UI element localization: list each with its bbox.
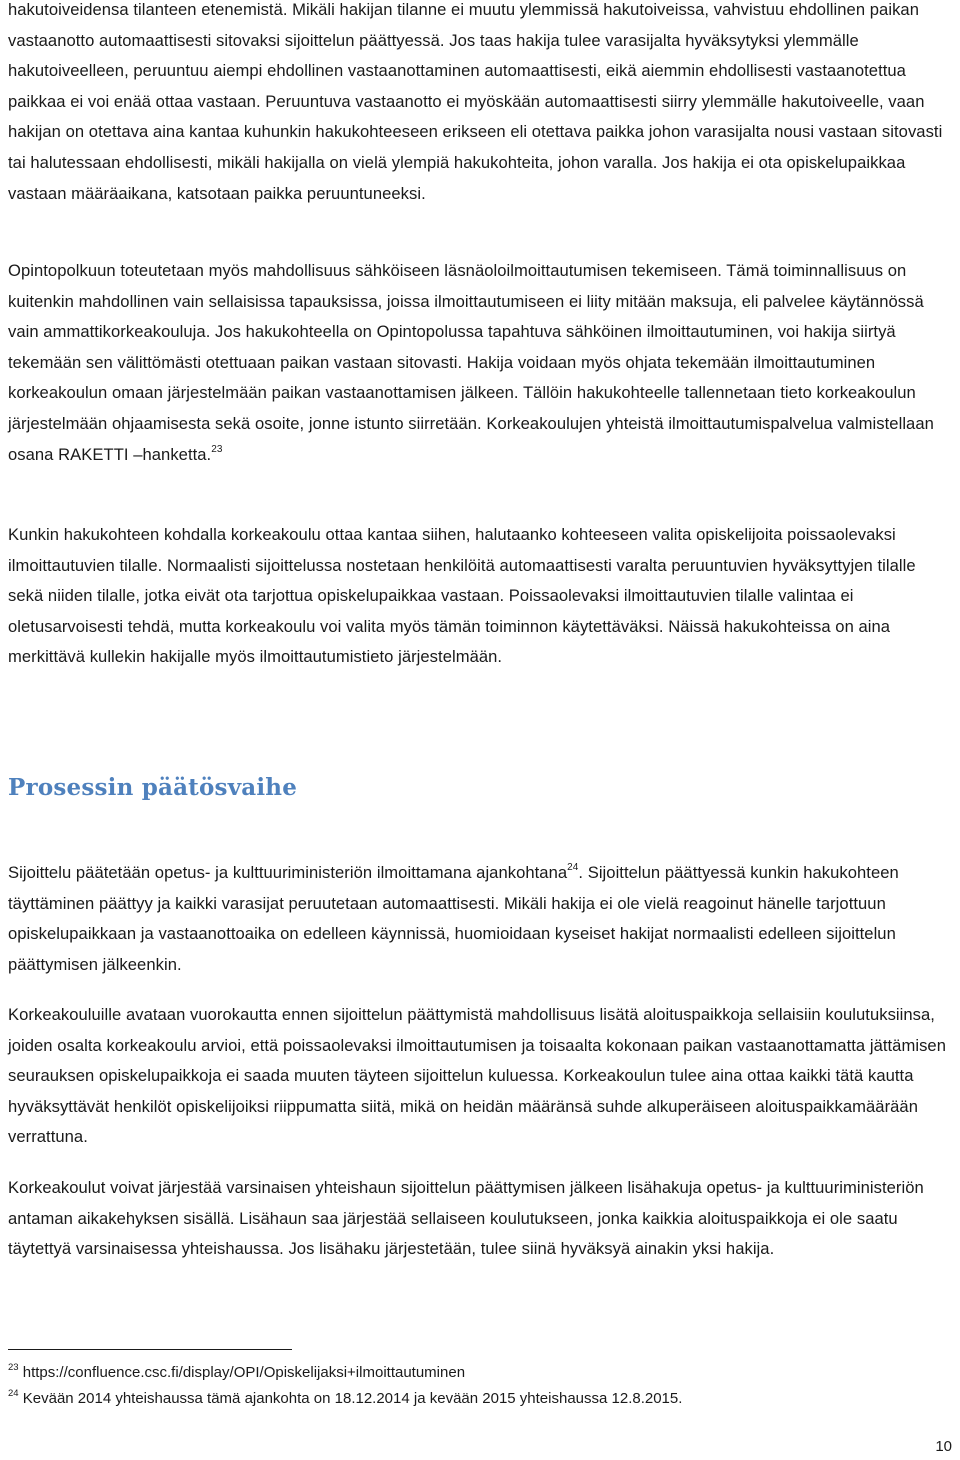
footnote-text: Kevään 2014 yhteishaussa tämä ajankohta on 18.12.2014 ja kevään 2015 yhteishaussa 12.8.2015. xyxy=(22,1390,683,1407)
paragraph-extra-places xyxy=(8,1000,952,1153)
paragraph-text-continued: . Sijoittelun päättyessä kunkin hakukohteen täyttäminen päättyy ja kaikki varasijat peruutetaan automaattisesti. Mikäli hakija ei ole vielä reagoinut hänelle tarjottuun opiskelupaikkaan ja vastaanottoaika on edelleen käynnissä, huomioidaan kyseiset hakijat normaalisti edelleen sijoittelun päättymisen jälkeenkin. xyxy=(8,863,899,974)
paragraph-text: Korkeakouluille avataan vuorokautta ennen sijoittelun päättymistä mahdollisuus lisätä aloituspaikkoja sellaisiin koulutuksiinsa, joiden osalta korkeakoulu arvioi, että poissaolevaksi ilmoittautumisen ja toisaalta kokonaan paikan vastaanottamatta jättämisen seurauksen opiskelupaikkoja ei saada muuten täyteen sijoittelun kuluessa. Korkeakoulun tulee aina ottaa kaikki tätä kautta hyväksyttävät henkilöt opiskelijoiksi riippumatta siitä, mikä on heidän määränsä suhde alkuperäiseen aloituspaikkamäärään verrattuna. xyxy=(8,1005,946,1147)
paragraph-text: Opintopolkuun toteutetaan myös mahdollisuus sähköiseen läsnäoloilmoittautumisen tekemiseen. Tämä toiminnallisuus on kuitenkin mahdollinen vain sellaisissa tapauksissa, joissa ilmoittautumiseen ei liity mitään maksuja, eli palvelee käytännössä vain ammattikorkeakouluja. Jos hakukohteella on Opintopolussa tapahtuva sähköinen ilmoittautuminen, voi hakija siirtyä tekemään sen välittömästi otettuaan paikan vastaan sitovasti. Hakija voidaan myös ohjata tekemään ilmoittautuminen korkeakoulun omaan järjestelmään paikan vastaanottamisen jälkeen. Tällöin hakukohteelle tallennetaan tieto korkeakoulun järjestelmään ohjaamisesta sekä osoite, jonne istunto siirretään. Korkeakoulujen yhteistä ilmoittautumispalvelua valmistellaan osana RAKETTI –hanketta. xyxy=(8,261,934,464)
paragraph-enrollment xyxy=(8,256,952,470)
paragraph-acceptance xyxy=(8,0,952,209)
paragraph-text: Kunkin hakukohteen kohdalla korkeakoulu ottaa kantaa siihen, halutaanko kohteeseen valita opiskelijoita poissaolevaksi ilmoittautuvien tilalle. Normaalisti sijoittelussa nostetaan henkilöitä automaattisesti varalta peruuntuvien hyväksyttyjen tilalle sekä niiden tilalle, jotka eivät ota tarjottua opiskelupaikkaa vastaan. Poissaolevaksi ilmoittautuvien tilalle valintaa ei oletusarvoisesti tehdä, mutta korkeakoulu voi valita myös tämän toiminnon käytettäväksi. Näissä hakukohteissa on aina merkittävä kullekin hakijalle myös ilmoittautumistieto järjestelmään. xyxy=(8,525,916,667)
footnote-separator xyxy=(8,1349,292,1350)
footnote-ref-24[interactable]: 24 xyxy=(567,862,579,873)
footnote-ref-23[interactable]: 23 xyxy=(211,443,223,455)
paragraph-placement-end xyxy=(8,858,952,980)
page-number: 10 xyxy=(935,1438,952,1455)
paragraph-supplementary-search xyxy=(8,1173,952,1265)
footnote-link[interactable]: https://confluence.csc.fi/display/OPI/Opiskelijaksi+ilmoittautuminen xyxy=(22,1364,466,1381)
paragraph-absent-enrollment xyxy=(8,520,952,673)
section-heading: Prosessin päätösvaihe xyxy=(8,774,298,801)
footnotes xyxy=(8,1360,952,1412)
footnote-23 xyxy=(8,1360,952,1386)
footnote-number: 24 xyxy=(8,1388,19,1399)
paragraph-text: Korkeakoulut voivat järjestää varsinaisen yhteishaun sijoittelun päättymisen jälkeen lisähakuja opetus- ja kulttuuriministeriön antaman aikakehyksen sisällä. Lisähaun saa järjestää sellaiseen koulutukseen, jonka kaikkia aloituspaikkoja ei ole saatu täytettyä varsinaisessa yhteishaussa. Jos lisähaku järjestetään, tulee siinä hyväksyä ainakin yksi hakija. xyxy=(8,1178,924,1259)
paragraph-text: hakutoiveidensa tilanteen etenemistä. Mikäli hakijan tilanne ei muutu ylemmissä hakutoiveissa, vahvistuu ehdollinen paikan vastaanotto automaattisesti sitovaksi sijoittelun päättyessä. Jos taas hakija tulee varasijalta hyväksytyksi ylemmälle hakutoiveelleen, peruuntuu aiempi ehdollinen vastaanottaminen automaattisesti, eikä aiemmin ehdollisesti vastaanotettua paikkaa ei voi enää ottaa vastaan. Peruuntuva vastaanotto ei myöskään automaattisesti siirry ylemmälle hakutoiveelle, vaan hakijan on otettava aina kantaa kuhunkin hakukohteeseen erikseen eli otettava paikka johon varasijalta nousi vastaan sitovasti tai halutessaan ehdollisesti, mikäli hakijalla on vielä ylempiä hakukohteita, johon varalla. Jos hakija ei ota opiskelupaikkaa vastaan määräaikana, katsotaan paikka peruuntuneeksi. xyxy=(8,0,943,203)
footnote-24 xyxy=(8,1386,952,1412)
footnote-number: 23 xyxy=(8,1362,19,1373)
paragraph-text: Sijoittelu päätetään opetus- ja kulttuuriministeriön ilmoittamana ajankohtana xyxy=(8,863,568,882)
